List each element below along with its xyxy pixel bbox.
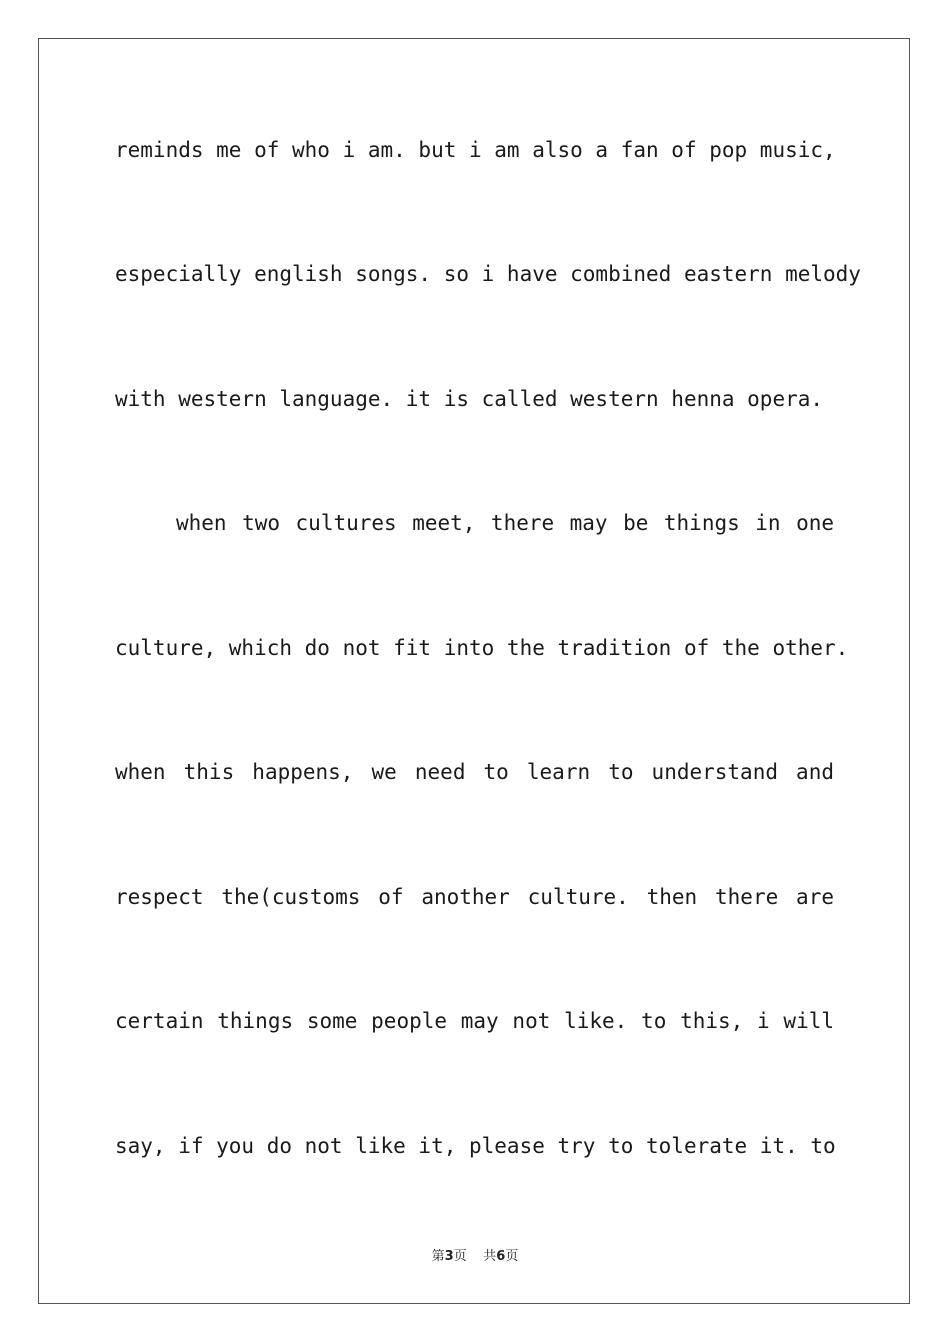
page-suffix: 页	[453, 1249, 467, 1264]
page-prefix: 第	[431, 1249, 445, 1264]
text-line-3: with western language. it is called western henna opera.	[115, 387, 824, 411]
text-line-9: say, if you do not like it, please try to tolerate it. to	[115, 1134, 836, 1158]
text-line-8: certain things some people may not like. to this, i will	[115, 1009, 834, 1033]
text-line-4-paragraph-start: when two cultures meet, there may be things in one	[176, 511, 834, 535]
text-line-2: especially english songs. so i have combined eastern melody	[115, 262, 861, 286]
page-footer	[0, 1245, 950, 1264]
text-line-1: reminds me of who i am. but i am also a fan of pop music,	[115, 138, 836, 162]
total-prefix: 共	[483, 1249, 497, 1264]
page-total: 6	[496, 1249, 506, 1264]
page-frame	[38, 38, 910, 1304]
text-line-6: when this happens, we need to learn to understand and	[115, 760, 834, 784]
page-current: 3	[444, 1249, 454, 1264]
text-line-5: culture, which do not fit into the tradition of the other.	[115, 636, 849, 660]
text-line-7: respect the(customs of another culture. then there are	[115, 885, 834, 909]
total-suffix: 页	[505, 1249, 519, 1264]
